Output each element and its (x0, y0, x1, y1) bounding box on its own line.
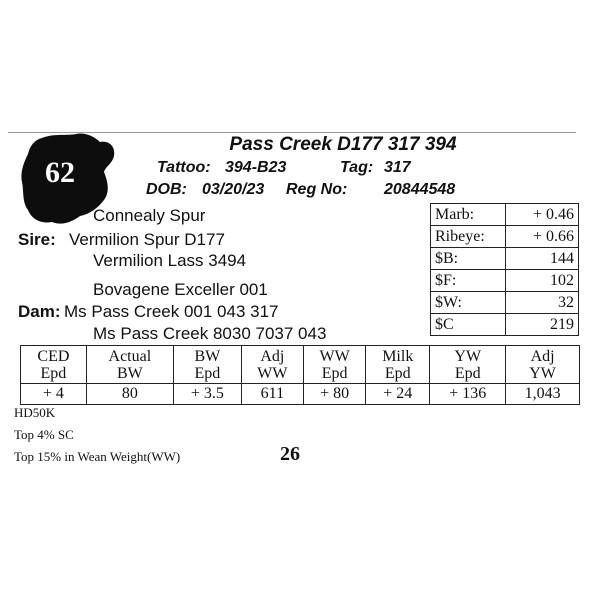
epd-header-ww (304, 346, 366, 384)
sire-sire: Connealy Spur (93, 206, 206, 225)
f-index-row (431, 270, 579, 292)
epd-value-ww: + 80 (304, 384, 366, 405)
epd-header-adj-ww-line1: Adj (260, 347, 285, 365)
note-hd50k: HD50K (14, 405, 56, 420)
epd-header-adj-yw-line2: YW (529, 364, 556, 382)
f-index-label: $F: (431, 270, 506, 292)
epd-header-bw (173, 346, 241, 384)
epd-header-actual-bw (86, 346, 173, 384)
sire-label: Sire: (18, 230, 56, 249)
marb-value: + 0.46 (506, 204, 579, 226)
dam-dam: Ms Pass Creek 8030 7037 043 (93, 324, 327, 343)
marb-label: Marb: (431, 204, 506, 226)
epd-value-row (21, 384, 580, 405)
epd-header-yw (430, 346, 506, 384)
epd-value-bw: + 3.5 (173, 384, 241, 405)
w-index-value: 32 (506, 292, 579, 314)
epd-header-bw-line1: BW (194, 347, 221, 365)
dob-value: 03/20/23 (202, 181, 265, 198)
epd-header-adj-ww-line2: WW (257, 364, 288, 382)
epd-value-yw: + 136 (430, 384, 506, 405)
epd-header-row (21, 346, 580, 384)
epd-header-milk-line1: Milk (382, 347, 414, 365)
epd-header-ced-line2: Epd (40, 364, 67, 382)
reg-label: Reg No: (286, 181, 348, 198)
animal-name: Pass Creek D177 317 394 (229, 134, 457, 155)
b-index-row (431, 248, 579, 270)
marb-row (431, 204, 579, 226)
c-index-label: $C (431, 314, 506, 336)
c-index-value: 219 (506, 314, 579, 336)
ribeye-value: + 0.66 (506, 226, 579, 248)
epd-header-milk (366, 346, 430, 384)
epd-header-ced (21, 346, 87, 384)
carcass-index-table (430, 203, 579, 336)
ribeye-label: Ribeye: (431, 226, 506, 248)
dam-sire: Bovagene Exceller 001 (93, 280, 268, 299)
sire-name: Vermilion Spur D177 (69, 230, 225, 249)
epd-value-ced: + 4 (21, 384, 87, 405)
dam-name: Ms Pass Creek 001 043 317 (64, 302, 279, 321)
ribeye-row (431, 226, 579, 248)
note-top-sc: Top 4% SC (14, 427, 74, 442)
page-number: 26 (280, 443, 300, 465)
epd-value-actual-bw: 80 (86, 384, 173, 405)
epd-header-ced-line1: CED (37, 347, 70, 365)
epd-header-yw-line2: Epd (454, 364, 481, 382)
epd-header-actual-bw-line1: Actual (108, 347, 152, 365)
sire-dam: Vermilion Lass 3494 (93, 251, 247, 270)
epd-value-milk: + 24 (366, 384, 430, 405)
epd-value-adj-ww: 611 (241, 384, 303, 405)
dam-label: Dam: (18, 302, 61, 321)
tattoo-value: 394-B23 (225, 159, 287, 176)
epd-header-yw-line1: YW (454, 347, 482, 365)
reg-value: 20844548 (384, 181, 456, 198)
epd-header-adj-yw-line1: Adj (530, 347, 555, 365)
dob-label: DOB: (146, 181, 187, 198)
b-index-value: 144 (506, 248, 579, 270)
epd-header-actual-bw-line2: BW (116, 364, 143, 382)
tag-label: Tag: (340, 159, 374, 176)
c-index-row (431, 314, 579, 336)
epd-header-ww-line1: WW (319, 347, 350, 365)
lot-number: 62 (45, 156, 75, 189)
epd-value-adj-yw: 1,043 (506, 384, 580, 405)
epd-header-ww-line2: Epd (321, 364, 348, 382)
epd-header-milk-line2: Epd (384, 364, 411, 382)
tattoo-label: Tattoo: (157, 159, 211, 176)
note-top-ww: Top 15% in Wean Weight(WW) (14, 449, 181, 464)
b-index-label: $B: (431, 248, 506, 270)
epd-header-adj-ww (241, 346, 303, 384)
epd-header-bw-line2: Epd (194, 364, 221, 382)
w-index-row (431, 292, 579, 314)
epd-header-adj-yw (506, 346, 580, 384)
tag-value: 317 (384, 159, 411, 176)
epd-table (20, 345, 580, 405)
f-index-value: 102 (506, 270, 579, 292)
w-index-label: $W: (431, 292, 506, 314)
